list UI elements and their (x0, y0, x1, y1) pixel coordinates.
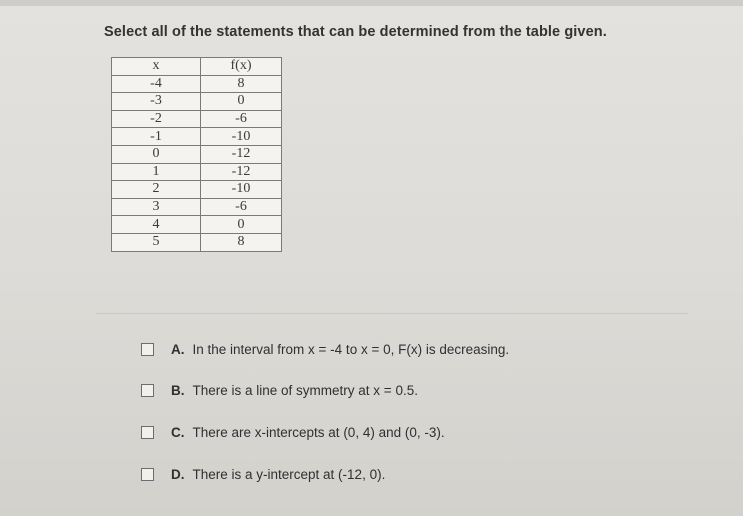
table-row (112, 181, 282, 199)
function-table (111, 57, 282, 252)
cell-fx: 8 (201, 233, 282, 251)
table-row (112, 128, 282, 146)
option-b-text: There is a line of symmetry at x = 0.5. (192, 383, 418, 398)
cell-fx: -6 (201, 198, 282, 216)
cell-fx: -12 (201, 163, 282, 181)
option-a-letter: A. (171, 342, 185, 357)
option-c[interactable] (141, 425, 445, 440)
option-b-letter: B. (171, 383, 185, 398)
option-b-checkbox[interactable] (141, 384, 154, 397)
header-x: x (112, 58, 201, 76)
cell-x: 4 (112, 216, 201, 234)
table-row (112, 216, 282, 234)
option-b[interactable] (141, 383, 418, 398)
top-strip (0, 0, 743, 6)
cell-fx: 0 (201, 93, 282, 111)
option-c-checkbox[interactable] (141, 426, 154, 439)
option-a[interactable] (141, 342, 509, 357)
cell-fx: -10 (201, 128, 282, 146)
cell-fx: -12 (201, 145, 282, 163)
table-row (112, 233, 282, 251)
option-c-letter: C. (171, 425, 185, 440)
cell-x: 0 (112, 145, 201, 163)
table-row (112, 93, 282, 111)
cell-x: 3 (112, 198, 201, 216)
table-row (112, 198, 282, 216)
cell-fx: -10 (201, 181, 282, 199)
table-row (112, 75, 282, 93)
cell-fx: 8 (201, 75, 282, 93)
cell-x: -1 (112, 128, 201, 146)
cell-x: -4 (112, 75, 201, 93)
cell-x: 5 (112, 233, 201, 251)
cell-x: 2 (112, 181, 201, 199)
option-c-text: There are x-intercepts at (0, 4) and (0, -3). (192, 425, 445, 440)
table-row (112, 163, 282, 181)
table-row (112, 110, 282, 128)
cell-fx: -6 (201, 110, 282, 128)
cell-x: -3 (112, 93, 201, 111)
option-a-text: In the interval from x = -4 to x = 0, F(x) is decreasing. (192, 342, 510, 357)
values-table (111, 57, 282, 252)
option-d-text: There is a y-intercept at (-12, 0). (192, 467, 386, 482)
section-divider (96, 313, 688, 314)
option-d-letter: D. (171, 467, 185, 482)
header-fx: f(x) (201, 58, 282, 76)
cell-x: -2 (112, 110, 201, 128)
cell-x: 1 (112, 163, 201, 181)
question-prompt: Select all of the statements that can be determined from the table given. (104, 24, 607, 40)
option-d-checkbox[interactable] (141, 468, 154, 481)
option-d[interactable] (141, 467, 385, 482)
table-header-row (112, 58, 282, 76)
table-row (112, 145, 282, 163)
cell-fx: 0 (201, 216, 282, 234)
option-a-checkbox[interactable] (141, 343, 154, 356)
